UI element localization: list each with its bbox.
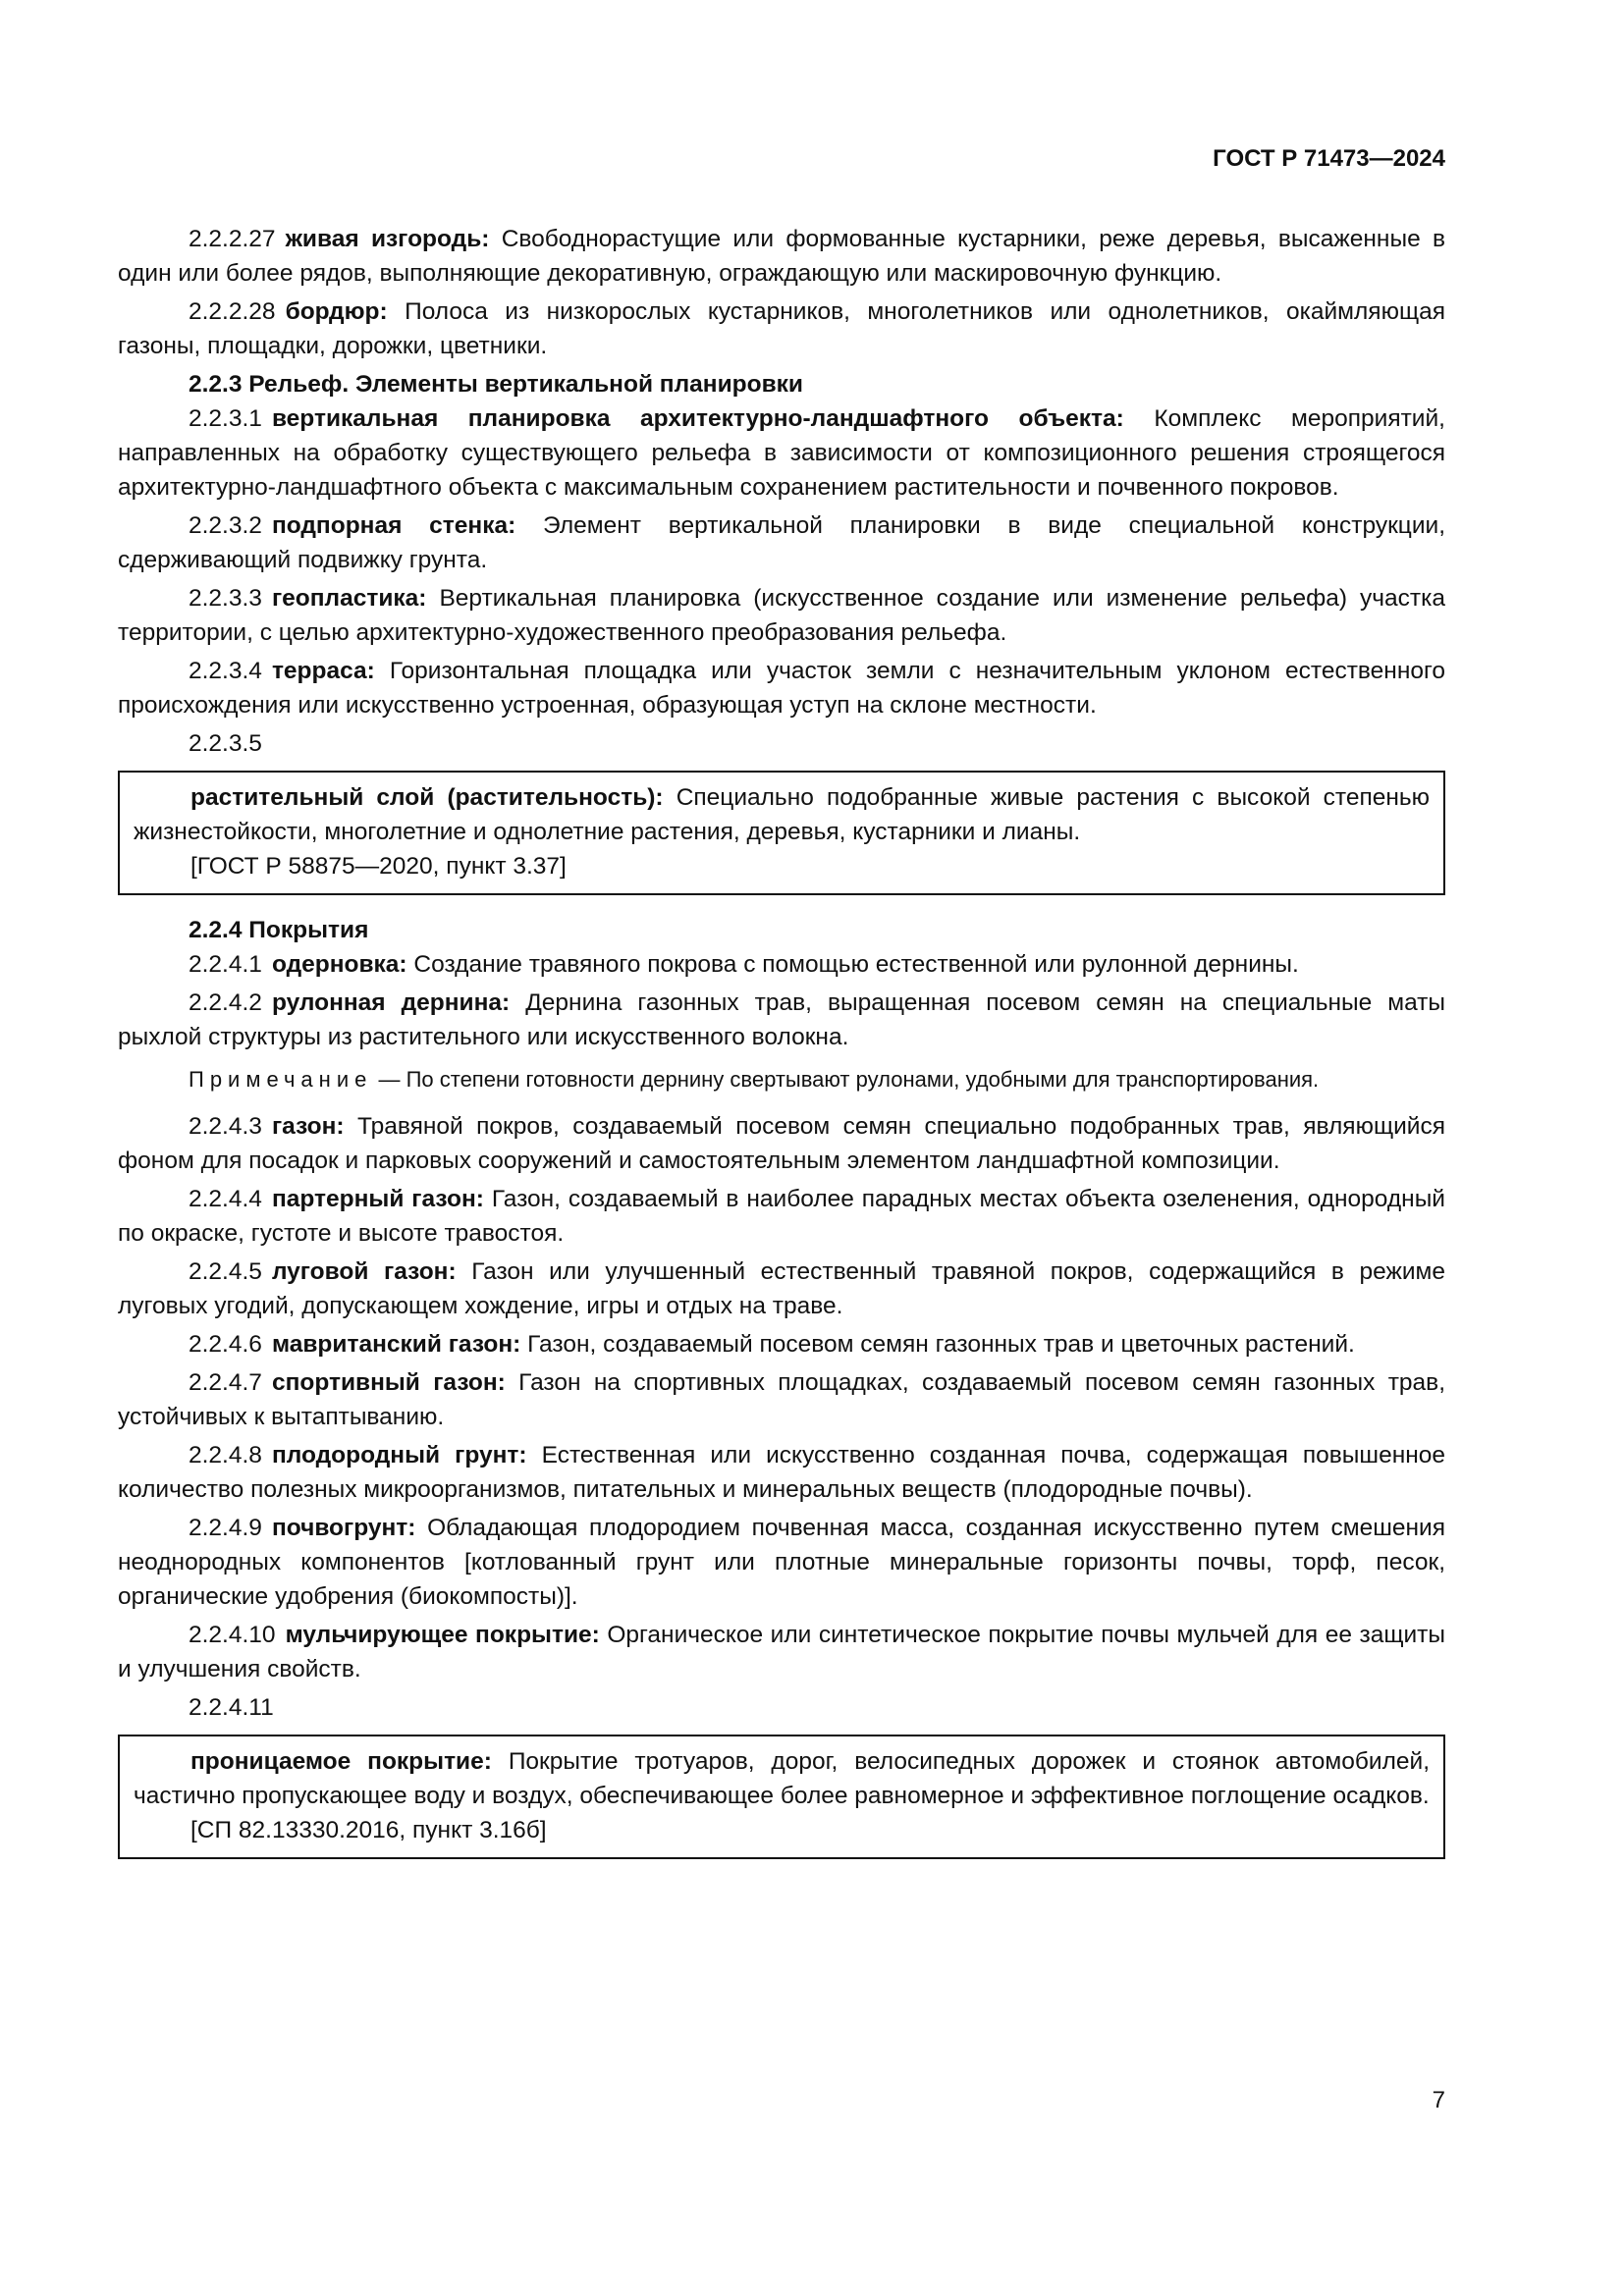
definition-text: Естественная или искусственно созданная почва, содержащая повышенное количество полезных микроорганизмов, питательных и минеральных веществ (плодородные почвы). [118,1442,1446,1503]
definition-item [118,726,1445,761]
definition-item [118,1618,1445,1686]
term: вертикальная планировка архитектурно-ландшафтного объекта: [271,405,1124,432]
definition-item [118,222,1445,291]
clause-number: 2.2.4.5 [189,1258,262,1285]
term: газон: [271,1113,345,1140]
source-reference: [ГОСТ Р 58875—2020, пункт 3.37] [190,853,567,880]
clause-number: 2.2.4.10 [189,1622,276,1648]
term: проницаемое покрытие: [190,1748,492,1775]
definition-item [118,1255,1445,1323]
definition-text: Газон, создаваемый посевом семян газонных трав и цветочных растений. [527,1331,1355,1358]
page-number: 7 [1432,2087,1445,2113]
definition-item [118,1327,1445,1362]
definition-item [118,401,1445,505]
note-label: Примечание [189,1067,373,1092]
term: растительный слой (растительность): [190,784,664,811]
definition-item [118,1109,1445,1178]
definition-text: Травяной покров, создаваемый посевом семян специально подобранных трав, являющийся фоном для посадок и парковых сооружений и самостоятельным элементом ландшафтной композиции. [118,1113,1445,1174]
clause-number: 2.2.4.1 [189,951,262,978]
clause-number: 2.2.4.8 [189,1442,262,1468]
definition-item [118,581,1445,650]
quoted-definition-box [118,1735,1445,1859]
term: рулонная дернина: [271,989,511,1016]
definition-item [118,1438,1445,1507]
clause-number: 2.2.4.11 [189,1694,274,1721]
term: геопластика: [271,585,427,612]
term: мавританский газон: [271,1331,521,1358]
term: спортивный газон: [271,1369,506,1396]
definition-item [118,508,1445,577]
section-title: 2.2.4 Покрытия [189,917,369,943]
definition-item [118,986,1445,1054]
term: терраса: [271,658,375,684]
definition-item [118,1182,1445,1251]
term: бордюр: [285,298,388,325]
definition-text: Комплекс мероприятий, направленных на обработку существующего рельефа в зависимости от композиционного решения строящегося архитектурно-ландшафтного объекта с максимальным сохранением растительности и почвенного покровов. [118,405,1445,501]
note [118,1064,1445,1095]
clause-number: 2.2.3.1 [189,405,262,432]
term: плодородный грунт: [271,1442,527,1468]
term: мульчирующее покрытие: [285,1622,600,1648]
definition-item [118,654,1445,722]
definition-text: Покрытие тротуаров, дорог, велосипедных дорожек и стоянок автомобилей, частично пропускающее воду и воздух, обеспечивающее более равномерное и эффективное поглощение осадков. [134,1748,1431,1809]
term: луговой газон: [271,1258,457,1285]
clause-number: 2.2.3.4 [189,658,262,684]
source-reference: [СП 82.13330.2016, пункт 3.16б] [190,1817,547,1843]
definition-text: Органическое или синтетическое покрытие почвы мульчей для ее защиты и улучшения свойств. [118,1622,1445,1682]
definition-item [118,947,1445,982]
definition-text: Элемент вертикальной планировки в виде специальной конструкции, сдерживающий подвижку грунта. [118,512,1445,573]
clause-number: 2.2.3.3 [189,585,262,612]
definition-text: Газон, создаваемый в наиболее парадных местах объекта озеленения, однородный по окраске, густоте и высоте травостоя. [118,1186,1445,1247]
section-title: 2.2.3 Рельеф. Элементы вертикальной планировки [189,371,803,398]
term: партерный газон: [271,1186,484,1212]
clause-number: 2.2.4.3 [189,1113,262,1140]
clause-number: 2.2.4.2 [189,989,262,1016]
definition-text: Полоса из низкорослых кустарников, многолетников или однолетников, окаймляющая газоны, площадки, дорожки, цветники. [118,298,1446,359]
clause-number: 2.2.4.4 [189,1186,262,1212]
definition-text: Вертикальная планировка (искусственное создание или изменение рельефа) участка территории, с целью архитектурно-художественного преобразования рельефа. [118,585,1446,646]
definition-text: Создание травяного покрова с помощью естественной или рулонной дернины. [413,951,1299,978]
definition [134,780,1430,849]
document-body [118,222,1445,1877]
term: живая изгородь: [285,226,490,252]
definition-text: Дернина газонных трав, выращенная посевом семян на специальные маты рыхлой структуры из растительного или искусственного волокна. [118,989,1446,1050]
definition-item [118,1511,1445,1614]
definition-item [118,1690,1445,1725]
document-code: ГОСТ Р 71473—2024 [1213,145,1445,172]
clause-number: 2.2.4.9 [189,1515,262,1541]
clause-number: 2.2.3.5 [189,730,262,757]
clause-number: 2.2.3.2 [189,512,262,539]
definition-text: Газон или улучшенный естественный травяной покров, содержащийся в режиме луговых угодий, допускающем хождение, игры и отдых на траве. [118,1258,1445,1319]
note-text: — По степени готовности дернину свертывают рулонами, удобными для транспортирования. [378,1067,1320,1092]
definition-text: Обладающая плодородием почвенная масса, созданная искусственно путем смешения неоднородных компонентов [котлованный грунт или плотные минеральные горизонты почвы, торф, песок, органические удобрения (биокомпосты)]. [118,1515,1446,1610]
quoted-definition-box [118,771,1445,895]
definition-item [118,1365,1445,1434]
term: почвогрунт: [271,1515,416,1541]
definition-text: Горизонтальная площадка или участок земли с незначительным уклоном естественного происхождения или искусственно устроенная, образующая уступ на склоне местности. [118,658,1445,719]
definition-text: Специально подобранные живые растения с высокой степенью жизнестойкости, многолетние и однолетние растения, деревья, кустарники и лианы. [134,784,1431,845]
term: подпорная стенка: [271,512,516,539]
definition-text: Газон на спортивных площадках, создаваемый посевом семян газонных трав, устойчивых к вытаптыванию. [118,1369,1446,1430]
definition [134,1744,1430,1813]
clause-number: 2.2.2.27 [189,226,276,252]
definition-text: Свободнорастущие или формованные кустарники, реже деревья, высаженные в один или более рядов, выполняющие декоративную, ограждающую или маскировочную функцию. [118,226,1445,287]
definition-item [118,294,1445,363]
clause-number: 2.2.2.28 [189,298,276,325]
term: одерновка: [271,951,407,978]
clause-number: 2.2.4.6 [189,1331,262,1358]
clause-number: 2.2.4.7 [189,1369,262,1396]
